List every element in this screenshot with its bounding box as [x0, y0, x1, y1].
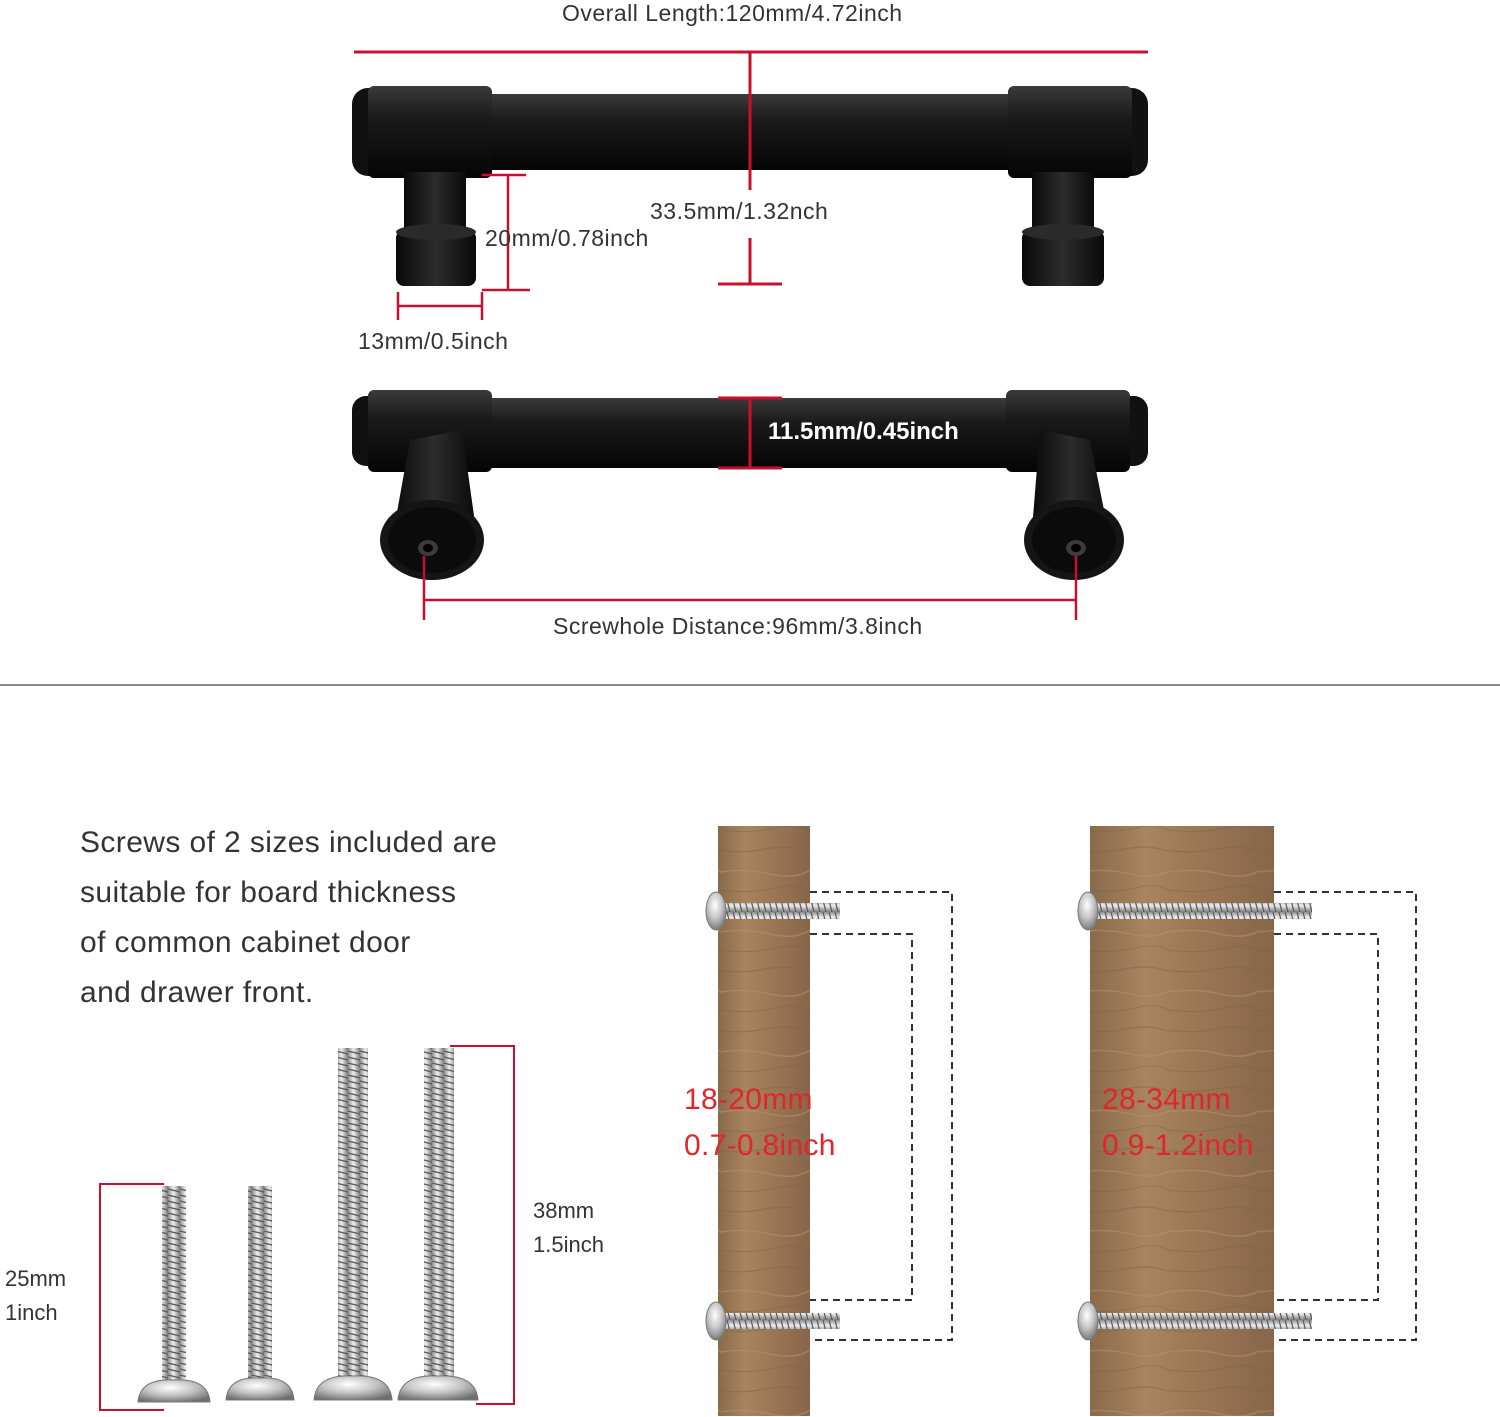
board-thick: [1078, 826, 1416, 1416]
description-line: suitable for board thickness: [80, 876, 457, 909]
overall-length-label: Overall Length:120mm/4.72inch: [562, 0, 903, 26]
short-screw-length-mm: 25mm: [5, 1266, 67, 1291]
thin-board-in: 0.7-0.8inch: [684, 1129, 836, 1162]
leg-height-label: 20mm/0.78inch: [485, 225, 649, 251]
short-screw-bracket: [100, 1184, 164, 1410]
description-line: Screws of 2 sizes included are: [80, 826, 498, 859]
screw-description: [80, 818, 600, 1018]
long-screw-length-mm: 38mm: [533, 1198, 595, 1223]
leg-diameter-label: 13mm/0.5inch: [358, 328, 509, 354]
long-screw-length-in: 1.5inch: [533, 1232, 604, 1257]
screw-long-1: [314, 1048, 392, 1400]
short-screw-length-in: 1inch: [5, 1300, 58, 1325]
screw-long-2: [398, 1048, 478, 1400]
board-thin: [706, 826, 952, 1416]
description-line: and drawer front.: [80, 976, 314, 1009]
thick-board-mm: 28-34mm: [1102, 1083, 1231, 1116]
bar-diameter-label: 11.5mm/0.45inch: [768, 418, 959, 445]
thin-board-mm: 18-20mm: [684, 1083, 813, 1116]
screw-set: [100, 1046, 514, 1410]
handle-angled-view: [352, 390, 1148, 620]
screw-short-2: [226, 1186, 294, 1400]
thick-board-in: 0.9-1.2inch: [1102, 1129, 1254, 1162]
screwhole-distance-label: Screwhole Distance:96mm/3.8inch: [553, 613, 923, 639]
screw-short-1: [138, 1186, 210, 1402]
handle-side-view: [352, 52, 1148, 320]
height-label: 33.5mm/1.32nch: [650, 198, 829, 224]
long-screw-bracket: [450, 1046, 514, 1404]
description-line: of common cabinet door: [80, 926, 411, 959]
